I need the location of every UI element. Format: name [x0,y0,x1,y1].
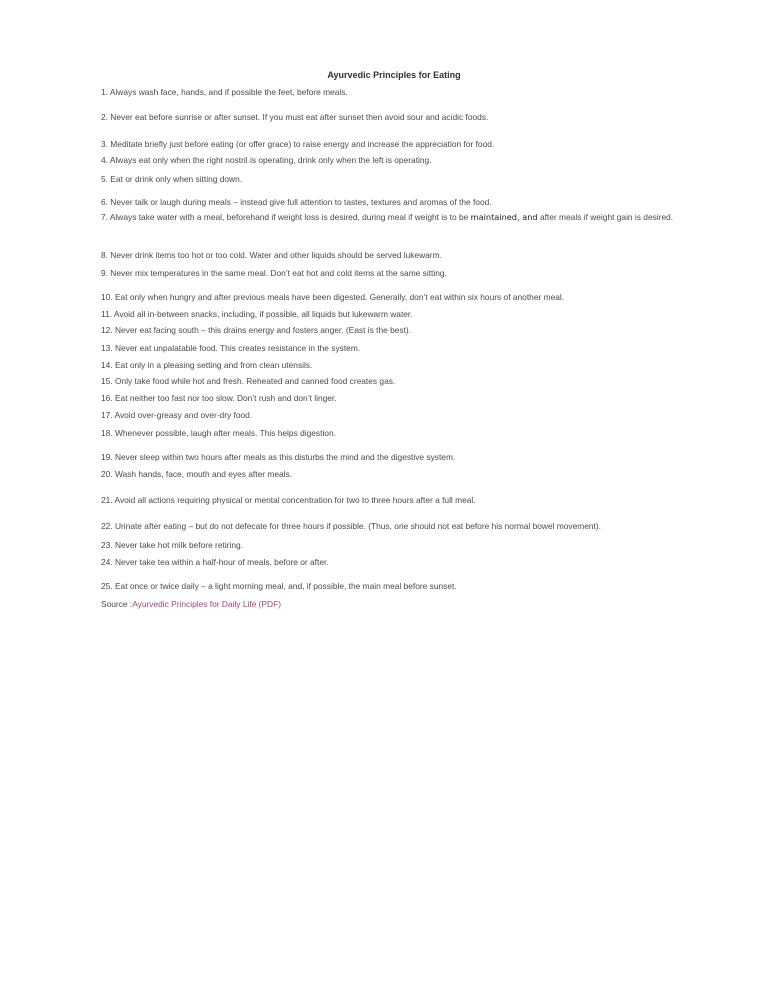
principle-item-25: 25. Eat once or twice daily – a light morning meal, and, if possible, the main meal before sunset. [101,581,457,591]
principle-item-14: 14. Eat only in a pleasing setting and from clean utensils. [101,360,313,370]
principle-item-19: 19. Never sleep within two hours after meals as this disturbs the mind and the digestive system. [101,452,456,462]
principle-item-20: 20. Wash hands, face, mouth and eyes after meals. [101,469,293,479]
principle-item-7-text: 7. Always take water with a meal, beforehand if weight loss is desired, during meal if weight is to be [101,212,471,222]
principle-item-24: 24. Never take tea within a half-hour of meals, before or after. [101,557,329,567]
source-line [101,598,701,610]
principle-item-5: 5. Eat or drink only when sitting down. [101,174,243,184]
principle-item-18: 18. Whenever possible, laugh after meals. This helps digestion. [101,428,336,438]
principle-item-11: 11. Avoid all in-between snacks, including, if possible, all liquids but lukewarm water. [101,309,413,319]
principle-item-3: 3. Meditate briefly just before eating (or offer grace) to raise energy and increase the appreciation for food. [101,139,495,149]
principle-item-10: 10. Eat only when hungry and after previous meals have been digested. Generally, don’t eat within six hours of another meal. [101,292,565,302]
principle-item-12: 12. Never eat facing south – this drains energy and fosters anger. (East is the best). [101,325,412,335]
principle-item-13: 13. Never eat unpalatable food. This creates resistance in the system. [101,343,361,353]
principle-item-15: 15. Only take food while hot and fresh. Reheated and canned food creates gas. [101,376,396,386]
principle-item-7-rest: after meals if weight gain is desired. [537,212,674,222]
principle-item-9: 9. Never mix temperatures in the same meal. Don’t eat hot and cold items at the same sitting. [101,268,447,278]
principle-item-7 [101,211,696,223]
principle-item-1: 1. Always wash face, hands, and if possible the feet, before meals. [101,87,348,97]
principle-item-16: 16. Eat neither too fast nor too slow. Don’t rush and don’t linger. [101,393,337,403]
document-title: Ayurvedic Principles for Eating [327,70,461,80]
source-label: Source : [101,599,133,609]
principle-item-21: 21. Avoid all actions requiring physical or mental concentration for two to three hours after a full meal. [101,495,476,505]
source-link[interactable]: Ayurvedic Principles for Daily Life (PDF) [132,599,281,609]
principle-item-17: 17. Avoid over-greasy and over-dry food. [101,410,253,420]
principle-item-6: 6. Never talk or laugh during meals – instead give full attention to tastes, textures and aromas of the food. [101,197,492,207]
principle-item-23: 23. Never take hot milk before retiring. [101,540,243,550]
principle-item-8: 8. Never drink items too hot or too cold. Water and other liquids should be served lukewarm. [101,250,442,260]
principle-item-22: 22. Urinate after eating – but do not defecate for three hours if possible. (Thus, one should not eat before his normal bowel movement). [101,521,601,531]
principle-item-7-emphasis: maintained, and [470,212,538,222]
principle-item-2: 2. Never eat before sunrise or after sunset. If you must eat after sunset then avoid sour and acidic foods. [101,112,489,122]
principle-item-4: 4. Always eat only when the right nostril is operating, drink only when the left is operating. [101,155,432,165]
